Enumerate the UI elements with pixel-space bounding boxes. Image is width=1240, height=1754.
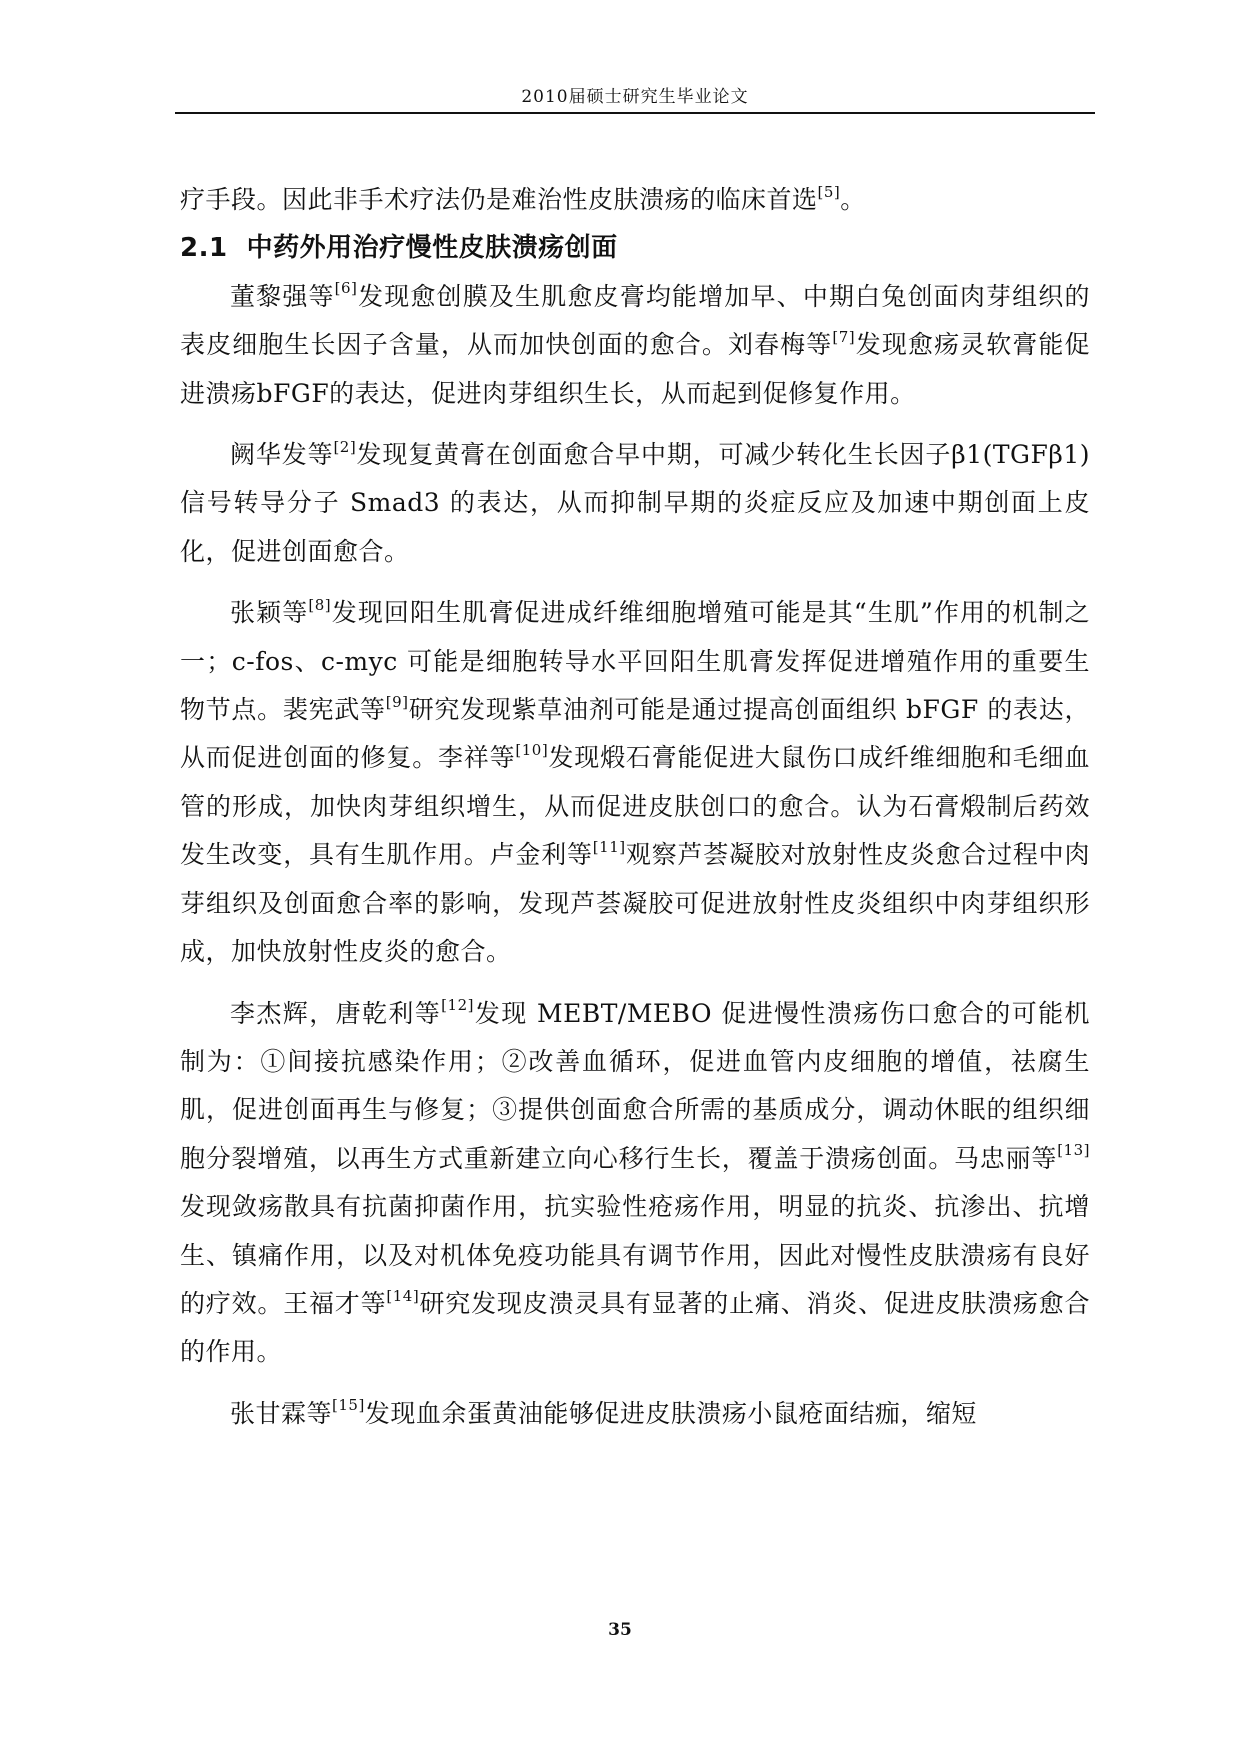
text-run: 发现煅石膏能促进大鼠伤口成纤维细胞和毛细血管的形成，加快肉芽组织增生，从而促进皮肤创口的愈合。认为石膏煅制后药效发生改变，具有生肌作用。卢金利等 <box>180 743 1090 870</box>
section-title: 中药外用治疗慢性皮肤溃疡创面 <box>246 233 618 264</box>
text-run: 观察芦荟凝胶对放射性皮炎愈合过程中肉芽组织及创面愈合率的影响，发现芦荟凝胶可促进放射性皮炎组织中肉芽组织形成，加快放射性皮炎的愈合。 <box>180 840 1090 967</box>
running-header: 2010届硕士研究生毕业论文 <box>521 87 749 107</box>
citation: [13] <box>1057 1141 1090 1160</box>
header-rule <box>175 112 1095 114</box>
text-run: 研究发现紫草油剂可能是通过提高创面组织 bFGF 的表达，从而促进创面的修复。李祥等 <box>180 695 1090 773</box>
paragraph <box>180 589 1090 976</box>
citation: [2] <box>333 437 357 456</box>
paragraph <box>180 990 1090 1377</box>
citation: [6] <box>334 279 358 298</box>
text-run: 阙华发等 <box>230 440 334 470</box>
text-run: 。 <box>840 185 866 214</box>
citation: [10] <box>515 741 549 760</box>
section-number: 2.1 <box>180 233 228 264</box>
citation: [11] <box>592 837 626 856</box>
text-run: 董黎强等 <box>230 281 335 311</box>
citation: [14] <box>386 1286 420 1305</box>
paragraph <box>180 273 1090 418</box>
paragraph <box>180 1390 1090 1438</box>
section-heading <box>180 224 1090 272</box>
page-number: 35 <box>608 1620 632 1640</box>
citation: [9] <box>385 692 409 711</box>
text-run: 发现 MEBT/MEBO 促进慢性溃疡伤口愈合的可能机制为：①间接抗感染作用；②改善血循环，促进血管内皮细胞的增值，祛腐生肌，促进创面再生与修复；③提供创面愈合所需的基质成分，调动休眠的组织细胞分裂增殖，以再生方式重新建立向心移行生长，覆盖于溃疡创面。马忠丽等 <box>180 998 1090 1173</box>
text-run: 疗手段。因此非手术疗法仍是难治性皮肤溃疡的临床首选 <box>180 185 818 214</box>
text-run: 发现血余蛋黄油能够促进皮肤溃疡小鼠疮面结痂，缩短 <box>364 1398 977 1428</box>
citation: [8] <box>308 595 332 614</box>
text-run: 发现愈创膜及生肌愈皮膏均能增加早、中期白兔创面肉芽组织的表皮细胞生长因子含量，从而加快创面的愈合。刘春梅等 <box>180 281 1090 360</box>
paragraph-continued <box>180 176 1090 224</box>
text-run: 发现回阳生肌膏促进成纤维细胞增殖可能是其“生肌”作用的机制之一；c-fos、c-myc 可能是细胞转导水平回阳生肌膏发挥促进增殖作用的重要生物节点。裴宪武等 <box>180 598 1090 725</box>
text-run: 发现愈疡灵软膏能促进溃疡bFGF的表达，促进肉芽组织生长，从而起到促修复作用。 <box>180 330 1090 408</box>
citation: [12] <box>441 996 474 1015</box>
body-text <box>180 176 1090 1438</box>
text-run: 研究发现皮溃灵具有显著的止痛、消炎、促进皮肤溃疡愈合的作用。 <box>180 1288 1090 1367</box>
text-run: 张颖等 <box>230 598 309 628</box>
text-run: 李杰辉，唐乾利等 <box>230 998 442 1028</box>
text-run: 发现复黄膏在创面愈合早中期，可减少转化生长因子β1(TGFβ1)信号转导分子 Smad3 的表达，从而抑制早期的炎症反应及加速中期创面上皮化，促进创面愈合。 <box>180 440 1090 566</box>
text-run: 张甘霖等 <box>230 1398 333 1428</box>
citation: [7] <box>832 327 856 346</box>
paragraph <box>180 431 1090 576</box>
text-run: 发现敛疡散具有抗菌抑菌作用，抗实验性疮疡作用，明显的抗炎、抗渗出、抗增生、镇痛作用，以及对机体免疫功能具有调节作用，因此对慢性皮肤溃疡有良好的疗效。王福才等 <box>180 1192 1090 1318</box>
citation: [5] <box>817 182 841 201</box>
citation: [15] <box>332 1396 365 1415</box>
